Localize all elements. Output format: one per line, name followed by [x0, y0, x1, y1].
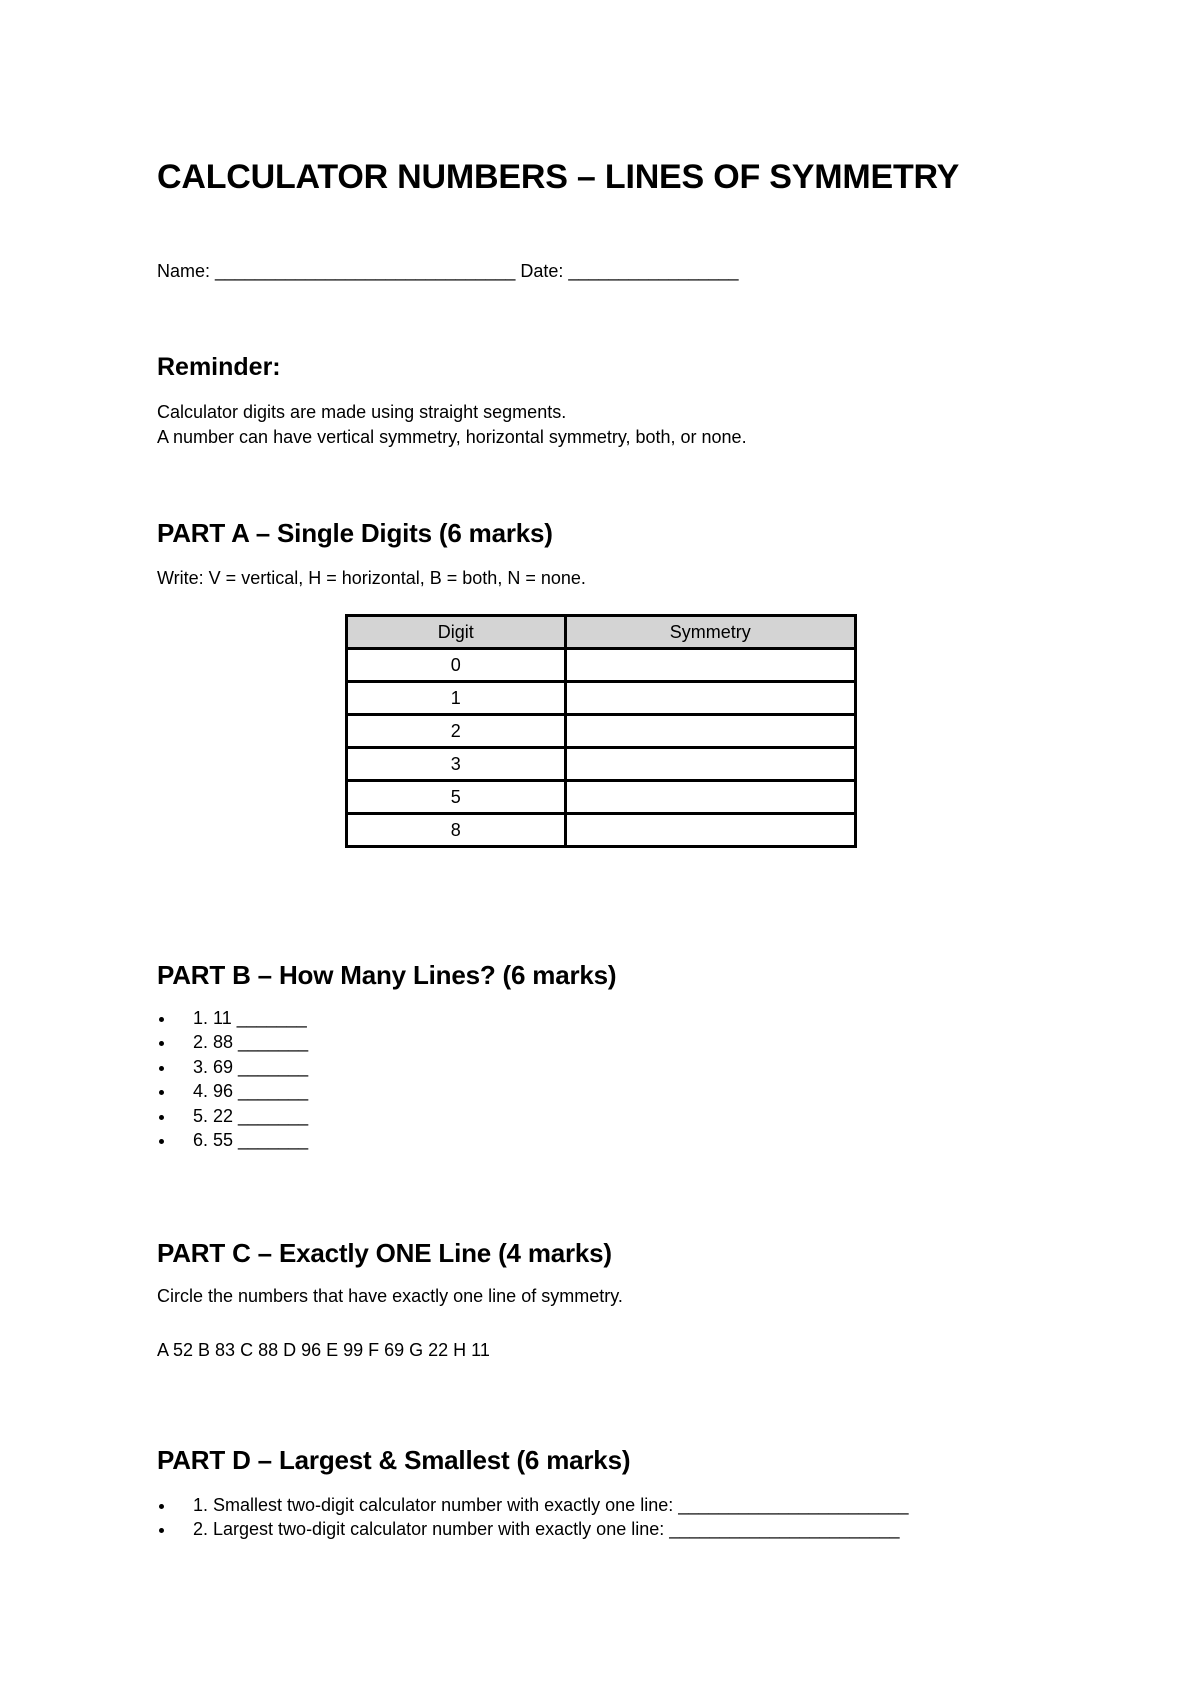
- part-c-options: A 52 B 83 C 88 D 96 E 99 F 69 G 22 H 11: [157, 1340, 490, 1360]
- part-b-item: 1. 11 _______: [193, 1008, 307, 1028]
- table-row: [347, 781, 856, 814]
- digit-cell: 5: [347, 781, 566, 814]
- list-item: [157, 1079, 308, 1103]
- digit-cell: 0: [347, 649, 566, 682]
- digit-cell: 2: [347, 715, 566, 748]
- part-d-heading: PART D – Largest & Smallest (6 marks): [157, 1445, 631, 1475]
- part-d-item: 2. Largest two-digit calculator number with exactly one line: _______________________: [193, 1519, 900, 1540]
- reminder-line-1: Calculator digits are made using straight segments.: [157, 402, 567, 422]
- digit-cell: 3: [347, 748, 566, 781]
- bullet-icon: [159, 1115, 164, 1120]
- symmetry-answer-cell[interactable]: [565, 715, 855, 748]
- list-item: [157, 1517, 908, 1541]
- reminder-line-2: A number can have vertical symmetry, horizontal symmetry, both, or none.: [157, 427, 747, 447]
- digit-cell: 8: [347, 814, 566, 847]
- reminder-heading: Reminder:: [157, 353, 281, 381]
- symmetry-answer-cell[interactable]: [565, 748, 855, 781]
- bullet-icon: [159, 1139, 164, 1144]
- symmetry-answer-cell[interactable]: [565, 781, 855, 814]
- part-b-item: 5. 22 _______: [193, 1105, 309, 1126]
- worksheet-title: CALCULATOR NUMBERS – LINES OF SYMMETRY: [157, 158, 960, 196]
- bullet-icon: [159, 1528, 164, 1533]
- table-header-symmetry: Symmetry: [565, 616, 855, 649]
- bullet-icon: [159, 1090, 164, 1095]
- table-row: [347, 649, 856, 682]
- list-item: [157, 1104, 308, 1128]
- list-item: [157, 1493, 908, 1517]
- list-item: [157, 1055, 308, 1079]
- part-b-item: 6. 55 _______: [193, 1130, 309, 1151]
- digit-cell: 1: [347, 682, 566, 715]
- list-item: [157, 1030, 308, 1054]
- list-item: [157, 1006, 308, 1030]
- part-b-heading: PART B – How Many Lines? (6 marks): [157, 960, 617, 990]
- part-c-heading: PART C – Exactly ONE Line (4 marks): [157, 1238, 612, 1268]
- part-d-item: 1. Smallest two-digit calculator number with exactly one line: _______________________: [193, 1495, 909, 1515]
- part-c-instruction: Circle the numbers that have exactly one line of symmetry.: [157, 1286, 623, 1306]
- part-a-instruction: Write: V = vertical, H = horizontal, B = both, N = none.: [157, 568, 586, 588]
- bullet-icon: [159, 1066, 164, 1071]
- part-a-heading: PART A – Single Digits (6 marks): [157, 518, 553, 548]
- table-row: [347, 682, 856, 715]
- symmetry-answer-cell[interactable]: [565, 682, 855, 715]
- part-b-item: 3. 69 _______: [193, 1056, 309, 1077]
- symmetry-answer-cell[interactable]: [565, 649, 855, 682]
- symmetry-table: [345, 614, 857, 848]
- symmetry-answer-cell[interactable]: [565, 814, 855, 847]
- part-b-list: [157, 1006, 308, 1152]
- table-header-digit: Digit: [347, 616, 566, 649]
- bullet-icon: [159, 1017, 164, 1022]
- bullet-icon: [159, 1041, 164, 1046]
- list-item: [157, 1128, 308, 1152]
- part-d-list: [157, 1493, 908, 1542]
- name-date-line: Name: ______________________________ Date: _________________: [157, 261, 739, 281]
- part-b-item: 2. 88 _______: [193, 1032, 309, 1053]
- table-header-row: [347, 616, 856, 649]
- part-b-item: 4. 96 _______: [193, 1081, 309, 1102]
- table-row: [347, 814, 856, 847]
- bullet-icon: [159, 1504, 164, 1509]
- table-row: [347, 748, 856, 781]
- table-row: [347, 715, 856, 748]
